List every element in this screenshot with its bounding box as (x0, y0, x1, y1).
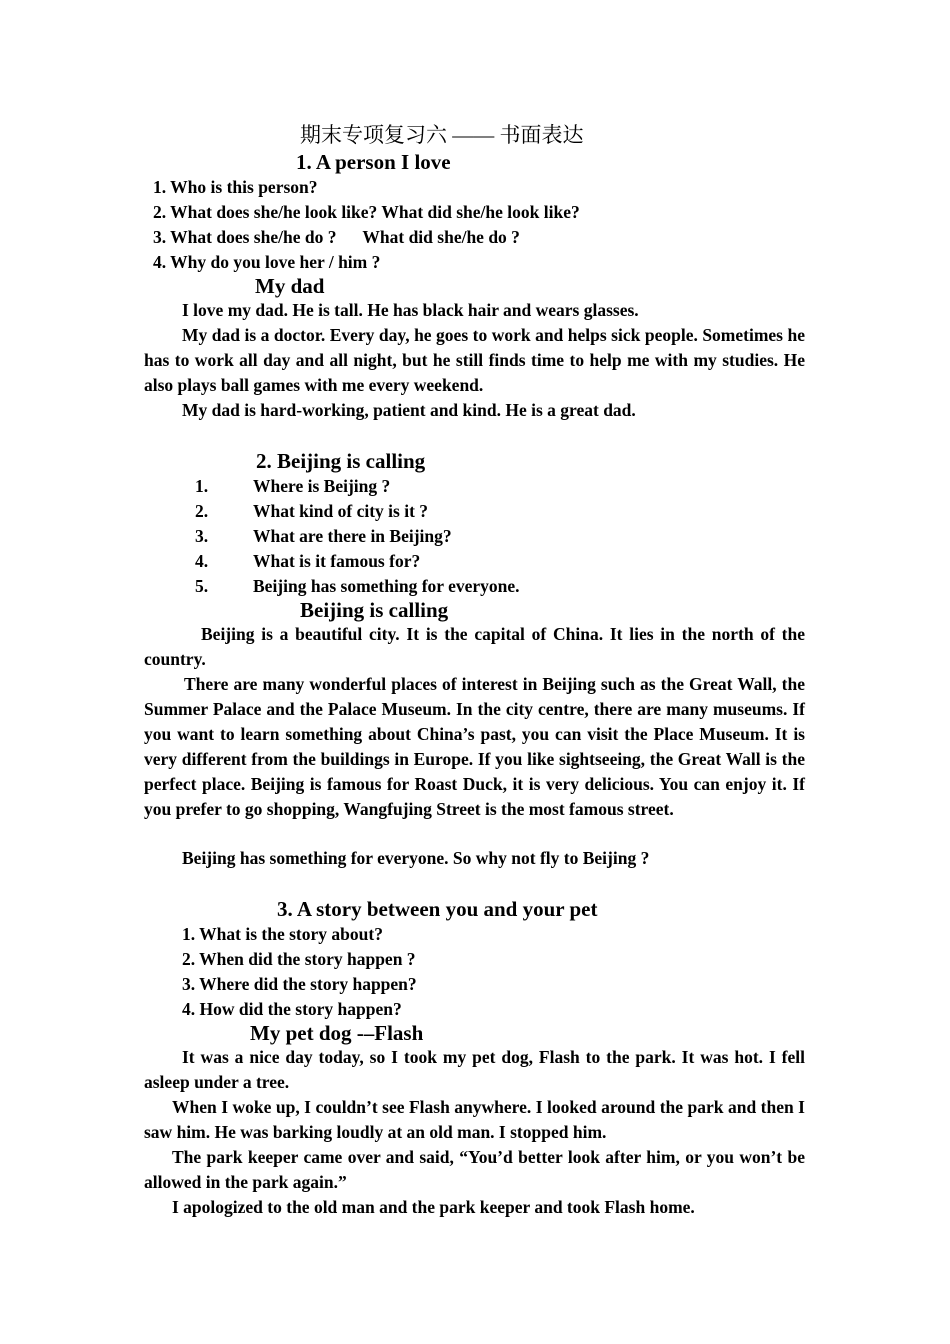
essay-3-title: My pet dog -–Flash (250, 1021, 424, 1045)
section-3-question: 4. How did the story happen? (182, 999, 402, 1019)
section-2-question (195, 500, 428, 522)
essay-2-title: Beijing is calling (300, 598, 449, 622)
question-text: Beijing has something for everyone. (253, 576, 520, 596)
essay-3-paragraph: I apologized to the old man and the park keeper and took Flash home. (172, 1197, 695, 1217)
section-1-question: 1. Who is this person? (153, 177, 318, 197)
question-number: 3. (195, 526, 209, 546)
section-2-question (195, 525, 452, 547)
question-text: What is it famous for? (253, 551, 421, 571)
section-3-question: 2. When did the story happen ? (182, 949, 416, 969)
page-title: 期末专项复习六 —— 书面表达 (300, 123, 584, 147)
question-number: 4. (195, 551, 209, 571)
section-2-question (195, 550, 420, 572)
essay-2-paragraph: Beijing is a beautiful city. It is the capital of China. It lies in the north of the country. (144, 624, 805, 669)
essay-3-paragraph: When I woke up, I couldn’t see Flash anywhere. I looked around the park and then I saw him. He was barking loudly at an old man. I stopped him. (144, 1097, 805, 1142)
section-1-heading: 1. A person I love (296, 150, 451, 174)
section-1-question: 4. Why do you love her / him ? (153, 252, 381, 272)
section-3-question: 3. Where did the story happen? (182, 974, 417, 994)
essay-1-paragraph: I love my dad. He is tall. He has black hair and wears glasses. (182, 300, 639, 320)
question-number: 2. (195, 501, 209, 521)
question-number: 5. (195, 576, 209, 596)
section-1-question: 3. What does she/he do ? What did she/he do ? (153, 227, 520, 247)
section-3-question: 1. What is the story about? (182, 924, 383, 944)
question-text: Where is Beijing ? (253, 476, 391, 496)
section-3-heading: 3. A story between you and your pet (277, 897, 598, 921)
question-text: What kind of city is it ? (253, 501, 429, 521)
essay-3-paragraph: It was a nice day today, so I took my pet dog, Flash to the park. It was hot. I fell asleep under a tree. (144, 1047, 805, 1092)
section-2-question (195, 475, 390, 497)
question-text: What are there in Beijing? (253, 526, 452, 546)
essay-1-paragraph: My dad is a doctor. Every day, he goes to work and helps sick people. Sometimes he has to work all day and all night, but he still finds time to help me with my studies. He also plays ball games with me every weekend. (144, 325, 805, 395)
section-2-question (195, 575, 520, 597)
essay-1-paragraph: My dad is hard-working, patient and kind. He is a great dad. (182, 400, 636, 420)
essay-1-title: My dad (255, 274, 325, 298)
essay-2-paragraph: There are many wonderful places of interest in Beijing such as the Great Wall, the Summer Palace and the Palace Museum. In the city centre, there are many museums. If you want to learn something about China’s past, you can visit the Place Museum. It is very different from the buildings in Europe. If you like sightseeing, the Great Wall is the perfect place. Beijing is famous for Roast Duck, it is very delicious. You can enjoy it. If you prefer to go shopping, Wangfujing Street is the most famous street. (144, 674, 805, 819)
question-number: 1. (195, 476, 209, 496)
essay-2-paragraph: Beijing has something for everyone. So why not fly to Beijing ? (182, 848, 650, 868)
section-2-heading: 2. Beijing is calling (256, 449, 426, 473)
section-1-question: 2. What does she/he look like? What did she/he look like? (153, 202, 580, 222)
essay-3-paragraph: The park keeper came over and said, “You’d better look after him, or you won’t be allowed in the park again.” (144, 1147, 805, 1192)
